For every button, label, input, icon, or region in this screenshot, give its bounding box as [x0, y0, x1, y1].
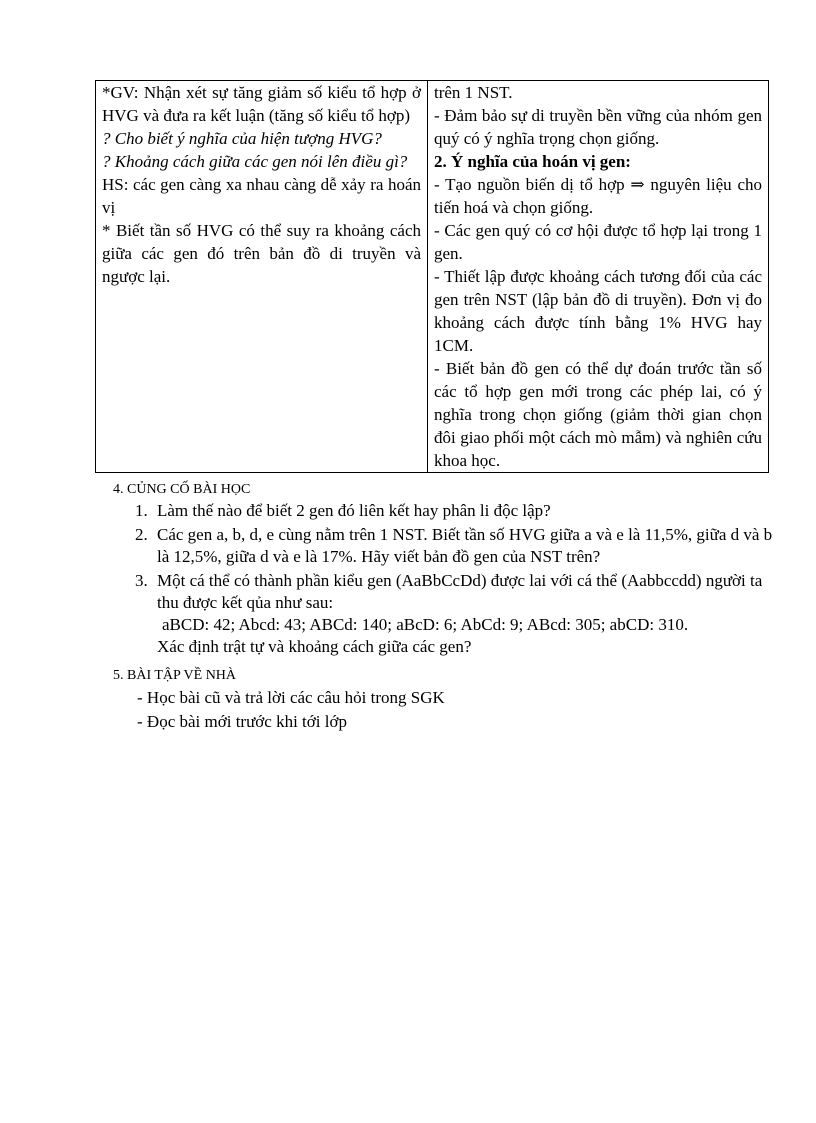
content-point: - Biết bản đồ gen có thể dự đoán trước tần số các tổ hợp gen mới trong các phép lai, có ý nghĩa trong chọn giống (giảm thời gian chọn đôi giao phối một cách mò mẫm) và nghiên cứu khoa học.: [434, 359, 762, 470]
question-number: 1.: [135, 501, 148, 520]
question-number: 3.: [135, 571, 148, 590]
list-item: [135, 570, 775, 614]
question-list: [135, 500, 775, 658]
teacher-instruction: *GV: Nhận xét sự tăng giảm số kiểu tổ hợp ở HVG và đưa ra kết luận (tăng số kiểu tổ hợp): [102, 83, 421, 125]
question-meaning-hvg: ? Cho biết ý nghĩa của hiện tượng HVG?: [102, 129, 382, 148]
homework-item: - Đọc bài mới trước khi tới lớp: [137, 712, 347, 731]
consolidation-title: 4. CỦNG CỐ BÀI HỌC: [113, 482, 251, 497]
content-point: - Tạo nguồn biến dị tổ hợp ⇒ nguyên liệu cho tiến hoá và chọn giống.: [434, 175, 762, 217]
content-line: trên 1 NST.: [434, 83, 513, 102]
question-gene-distance: ? Khoảng cách giữa các gen nói lên điều gì?: [102, 152, 408, 171]
content-line: - Đảm bảo sự di truyền bền vững của nhóm gen quý có ý nghĩa trọng chọn giống.: [434, 106, 762, 148]
question-text: Các gen a, b, d, e cùng nằm trên 1 NST. Biết tần số HVG giữa a và e là 11,5%, giữa d và b là 12,5%, giữa d và e là 17%. Hãy viết bản đồ gen của NST trên?: [157, 525, 773, 566]
list-item: [135, 500, 775, 522]
content-point: - Các gen quý có cơ hội được tổ hợp lại trong 1 gen.: [434, 221, 762, 263]
list-item: [135, 524, 775, 568]
q3-ask: Xác định trật tự và khoảng cách giữa các gen?: [157, 637, 472, 656]
teacher-note: * Biết tần số HVG có thể suy ra khoảng cách giữa các gen đó trên bản đồ di truyền và ngược lại.: [102, 221, 421, 286]
content-point: - Thiết lập được khoảng cách tương đối của các gen trên NST (lập bản đồ di truyền). Đơn vị đo khoảng cách được tính bằng 1% HVG hay 1CM.: [434, 267, 762, 355]
homework-item: - Học bài cũ và trả lời các câu hỏi trong SGK: [137, 688, 445, 707]
q3-results: aBCD: 42; Abcd: 43; ABCd: 140; aBcD: 6; AbCd: 9; ABcd: 305; abCD: 310.: [162, 615, 689, 634]
table-row: [96, 81, 769, 473]
content-cell: [428, 81, 769, 473]
question-text: Một cá thể có thành phần kiểu gen (AaBbCcDd) được lai với cá thể (Aabbccdd) người ta thu được kết qủa như sau:: [157, 571, 763, 612]
question-text: Làm thế nào để biết 2 gen đó liên kết hay phân li độc lập?: [157, 501, 551, 520]
question-number: 2.: [135, 525, 148, 544]
student-answer: HS: các gen càng xa nhau càng dễ xảy ra hoán vị: [102, 175, 421, 217]
section-heading: 2. Ý nghĩa của hoán vị gen:: [434, 152, 631, 171]
lesson-table: [95, 80, 769, 473]
teacher-student-activity-cell: [96, 81, 428, 473]
homework-title: 5. BÀI TẬP VỀ NHÀ: [113, 668, 237, 683]
